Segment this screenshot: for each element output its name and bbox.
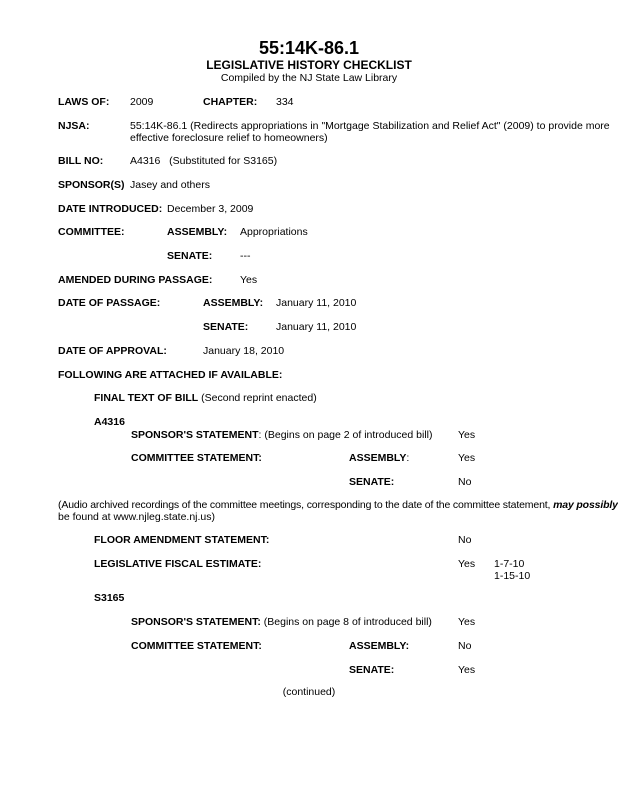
passage-senate-label: SENATE: — [203, 321, 249, 333]
a4316-assembly-row — [349, 452, 409, 465]
amended-label: AMENDED DURING PASSAGE: — [58, 274, 213, 286]
njsa-line-1: 55:14K-86.1 (Redirects appropriations in "Mortgage Stabilization and Relief Act" (2009) to provide more — [130, 120, 610, 132]
a4316-senate-value: No — [458, 476, 472, 488]
date-introduced-value: December 3, 2009 — [167, 203, 254, 215]
passage-label: DATE OF PASSAGE: — [58, 297, 161, 309]
sponsors-value: Jasey and others — [130, 179, 210, 191]
committee-senate-label: SENATE: — [167, 250, 213, 262]
a4316-assembly-value: Yes — [458, 452, 476, 464]
approval-value: January 18, 2010 — [203, 345, 285, 357]
fiscal-estimate-label: LEGISLATIVE FISCAL ESTIMATE: — [94, 558, 262, 570]
floor-amendment-value: No — [458, 534, 472, 546]
committee-assembly-value: Appropriations — [240, 226, 308, 238]
passage-assembly-value: January 11, 2010 — [276, 297, 357, 309]
fiscal-estimate-value: Yes — [458, 558, 476, 570]
s3165-senate-label: SENATE: — [349, 664, 395, 676]
fiscal-estimate-date-2: 1-15-10 — [494, 570, 531, 582]
bill-no-value: A4316 (Substituted for S3165) — [130, 155, 278, 167]
continued-note: (continued) — [282, 686, 336, 698]
a4316-sponsor-row — [131, 429, 433, 442]
audio-note-emphasis: may possibly — [553, 499, 618, 511]
final-text-note: (Second reprint enacted) — [201, 392, 317, 404]
page-title: 55:14K-86.1 — [258, 38, 360, 58]
chapter-value: 334 — [276, 96, 294, 108]
page-subtitle: LEGISLATIVE HISTORY CHECKLIST — [206, 58, 412, 72]
njsa-label: NJSA: — [58, 120, 90, 132]
bill-no-label: BILL NO: — [58, 155, 104, 167]
njsa-line-2: effective foreclosure relief to homeowners) — [130, 132, 328, 144]
a4316-assembly-label: ASSEMBLY — [349, 452, 407, 464]
compiled-by: Compiled by the NJ State Law Library — [220, 72, 398, 84]
final-text-row — [94, 392, 317, 405]
audio-note-line-2: be found at www.njleg.state.nj.us) — [58, 511, 216, 523]
final-text-label: FINAL TEXT OF BILL — [94, 392, 199, 404]
approval-label: DATE OF APPROVAL: — [58, 345, 167, 357]
laws-of-value: 2009 — [130, 96, 154, 108]
s3165-assembly-value: No — [458, 640, 472, 652]
a4316-heading: A4316 — [94, 416, 125, 428]
passage-assembly-label: ASSEMBLY: — [203, 297, 264, 309]
s3165-committee-label: COMMITTEE STATEMENT: — [131, 640, 262, 652]
committee-senate-value: --- — [240, 250, 251, 262]
a4316-assembly-colon: : — [406, 452, 410, 464]
a4316-sponsor-note: : (Begins on page 2 of introduced bill) — [258, 429, 433, 441]
s3165-sponsor-row — [131, 616, 432, 629]
committee-assembly-label: ASSEMBLY: — [167, 226, 228, 238]
date-introduced-label: DATE INTRODUCED: — [58, 203, 163, 215]
s3165-sponsor-note: (Begins on page 8 of introduced bill) — [260, 616, 432, 628]
attached-heading: FOLLOWING ARE ATTACHED IF AVAILABLE: — [58, 369, 283, 381]
s3165-sponsor-label: SPONSOR'S STATEMENT: — [131, 616, 261, 628]
chapter-label: CHAPTER: — [203, 96, 258, 108]
amended-value: Yes — [240, 274, 258, 286]
sponsors-label: SPONSOR(S) — [58, 179, 125, 191]
a4316-sponsor-label: SPONSOR'S STATEMENT — [131, 429, 259, 441]
audio-note-text: (Audio archived recordings of the committee meetings, corresponding to the date of the committee statement, — [58, 499, 554, 511]
a4316-committee-label: COMMITTEE STATEMENT: — [131, 452, 262, 464]
fiscal-estimate-date-1: 1-7-10 — [494, 558, 525, 570]
floor-amendment-label: FLOOR AMENDMENT STATEMENT: — [94, 534, 270, 546]
s3165-sponsor-value: Yes — [458, 616, 476, 628]
s3165-senate-value: Yes — [458, 664, 476, 676]
laws-of-label: LAWS OF: — [58, 96, 110, 108]
a4316-senate-label: SENATE: — [349, 476, 395, 488]
s3165-heading: S3165 — [94, 592, 125, 604]
s3165-assembly-label: ASSEMBLY: — [349, 640, 410, 652]
committee-label: COMMITTEE: — [58, 226, 125, 238]
a4316-sponsor-value: Yes — [458, 429, 476, 441]
passage-senate-value: January 11, 2010 — [276, 321, 357, 333]
